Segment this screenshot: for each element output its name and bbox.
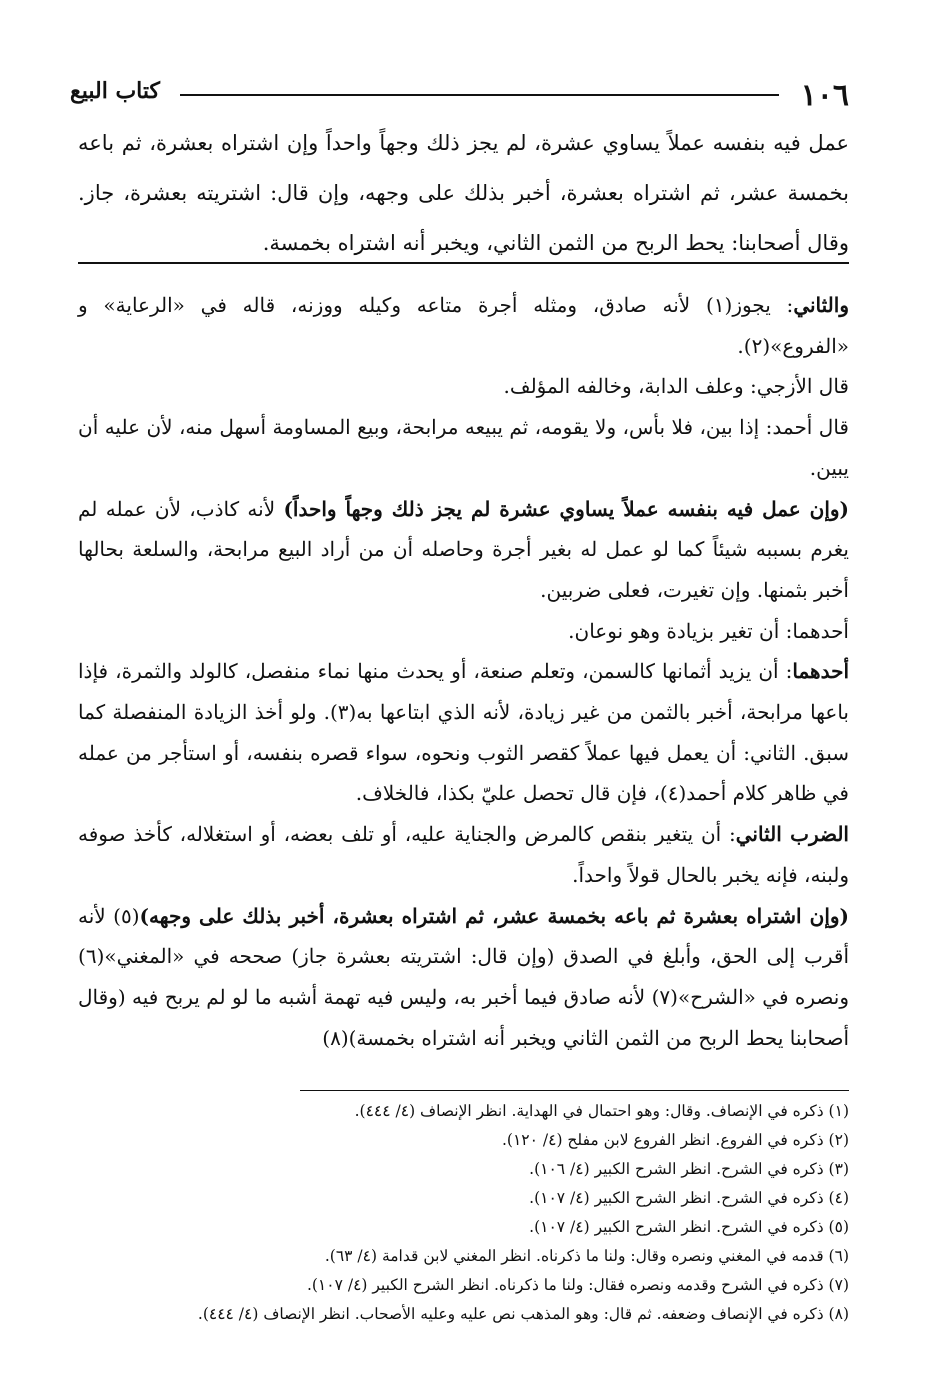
page-header <box>70 72 849 112</box>
paragraph-text: أحدهما: أن تغير بزيادة وهو نوعان. <box>568 618 849 643</box>
paragraph-text: : أن يزيد أثمانها كالسمن، وتعلم صنعة، أو يحدث منها نماء منفصل، كالولد والثمرة، فإذا باعها مرابحة، أخبر بالثمن من غير زيادة، لأنه الذي ابتاعها به(٣). ولو أخذ الزيادة المنفصلة كما سبق. الثاني: أن يعمل فيها عملاً كقصر الثوب ونحوه، سواء قصره بنفسه، أو استأجر من عمله في ظاهر كلام أحمد(٤)، فإن قال تحصل عليّ بكذا، فالخلاف. <box>78 659 849 806</box>
matn-divider <box>78 262 849 264</box>
commentary-paragraph <box>78 896 849 1059</box>
footnote: (٨) ذكره في الإنصاف وضعفه. ثم قال: وهو المذهب نص عليه وعليه الأصحاب. انظر الإنصاف (٤/ ٤٤٤). <box>197 1305 849 1323</box>
commentary-paragraph <box>78 611 849 652</box>
header-rule <box>180 94 779 96</box>
footnote: (٥) ذكره في الشرح. انظر الشرح الكبير (٤/ ١٠٧). <box>529 1218 849 1236</box>
footnote: (١) ذكره في الإنصاف. وقال: وهو احتمال في الهداية. انظر الإنصاف (٤/ ٤٤٤). <box>354 1102 849 1120</box>
paragraph-lead: الضرب الثاني <box>735 822 849 847</box>
footnote: (٣) ذكره في الشرح. انظر الشرح الكبير (٤/ ١٠٦). <box>529 1160 849 1178</box>
footnote: (٧) ذكره في الشرح وقدمه ونصره فقال: ولنا ما ذكرناه. انظر الشرح الكبير (٤/ ١٠٧). <box>306 1276 849 1294</box>
footnote: (٢) ذكره في الفروع. انظر الفروع لابن مفلح (٤/ ١٢٠). <box>502 1131 849 1149</box>
paragraph-lead: (وإن اشتراه بعشرة ثم باعه بخمسة عشر، ثم اشتراه بعشرة، أخبر بذلك على وجهه) <box>139 903 849 928</box>
page-number: ١٠٦ <box>800 78 849 113</box>
commentary-paragraph <box>78 489 849 611</box>
commentary-paragraph <box>78 651 849 814</box>
commentary-paragraph <box>78 814 849 895</box>
paragraph-lead: أحدهما <box>792 659 849 684</box>
commentary <box>78 285 849 1058</box>
running-title: كتاب البيع <box>70 78 160 104</box>
paragraph-lead: (وإن عمل فيه بنفسه عملاً يساوي عشرة لم يجز ذلك وجهاً واحداً) <box>283 496 850 521</box>
paragraph-text: (٥) لأنه أقرب إلى الحق، وأبلغ في الصدق (وإن قال: اشتريته بعشرة جاز) صححه في «المغني»(٦) ونصره في «الشرح»(٧) لأنه صادق فيما أخبر به، وليس فيه تهمة أشبه ما لو لم يربح فيه (وقال أصحابنا يحط الربح من الثمن الثاني ويخبر أنه اشتراه بخمسة)(٨) <box>78 903 849 1050</box>
footnotes <box>78 1097 849 1329</box>
paragraph-text: قال الأزجي: وعلف الدابة، وخالفه المؤلف. <box>503 374 849 399</box>
matn-text: عمل فيه بنفسه عملاً يساوي عشرة، لم يجز ذلك وجهاً واحداً وإن اشتراه بعشرة، ثم باعه بخمسة عشر، ثم اشتراه بعشرة، أخبر بذلك على وجهه، وإن قال: اشتريته بعشرة، جاز. وقال أصحابنا: يحط الربح من الثمن الثاني، ويخبر أنه اشتراه بخمسة. <box>78 131 849 255</box>
footnote: (٤) ذكره في الشرح. انظر الشرح الكبير (٤/ ١٠٧). <box>529 1189 849 1207</box>
paragraph-text: : يجوز(١) لأنه صادق، ومثله أجرة متاعه وكيله ووزنه، قاله في «الرعاية» و «الفروع»(٢). <box>78 293 849 358</box>
commentary-paragraph <box>78 285 849 366</box>
paragraph-lead: والثاني <box>793 293 849 317</box>
paragraph-text: قال أحمد: إذا بين، فلا بأس، ولا يقومه، ثم يبيعه مرابحة، وبيع المساومة أسهل منه، لأن عليه أن يبين. <box>78 415 849 480</box>
footnote: (٦) قدمه في المغني ونصره وقال: ولنا ما ذكرناه. انظر المغني لابن قدامة (٤/ ٦٣). <box>324 1247 849 1265</box>
paragraph-text: لأنه كاذب، لأن عمله لم يغرم بسببه شيئاً كما لو عمل له بغير أجرة وحاصله أن من أراد البيع مرابحة، والسلعة بحالها أخبر بثمنها. وإن تغيرت، فعلى ضربين. <box>78 496 849 602</box>
footnote-rule <box>300 1090 849 1091</box>
paragraph-text: : أن يتغير بنقص كالمرض والجناية عليه، أو تلف بعضه، أو استغلاله، كأخذ صوفه ولبنه، فإنه يخبر بالحال قولاً واحداً. <box>78 822 849 887</box>
commentary-paragraph <box>78 407 849 488</box>
commentary-paragraph <box>78 366 849 407</box>
